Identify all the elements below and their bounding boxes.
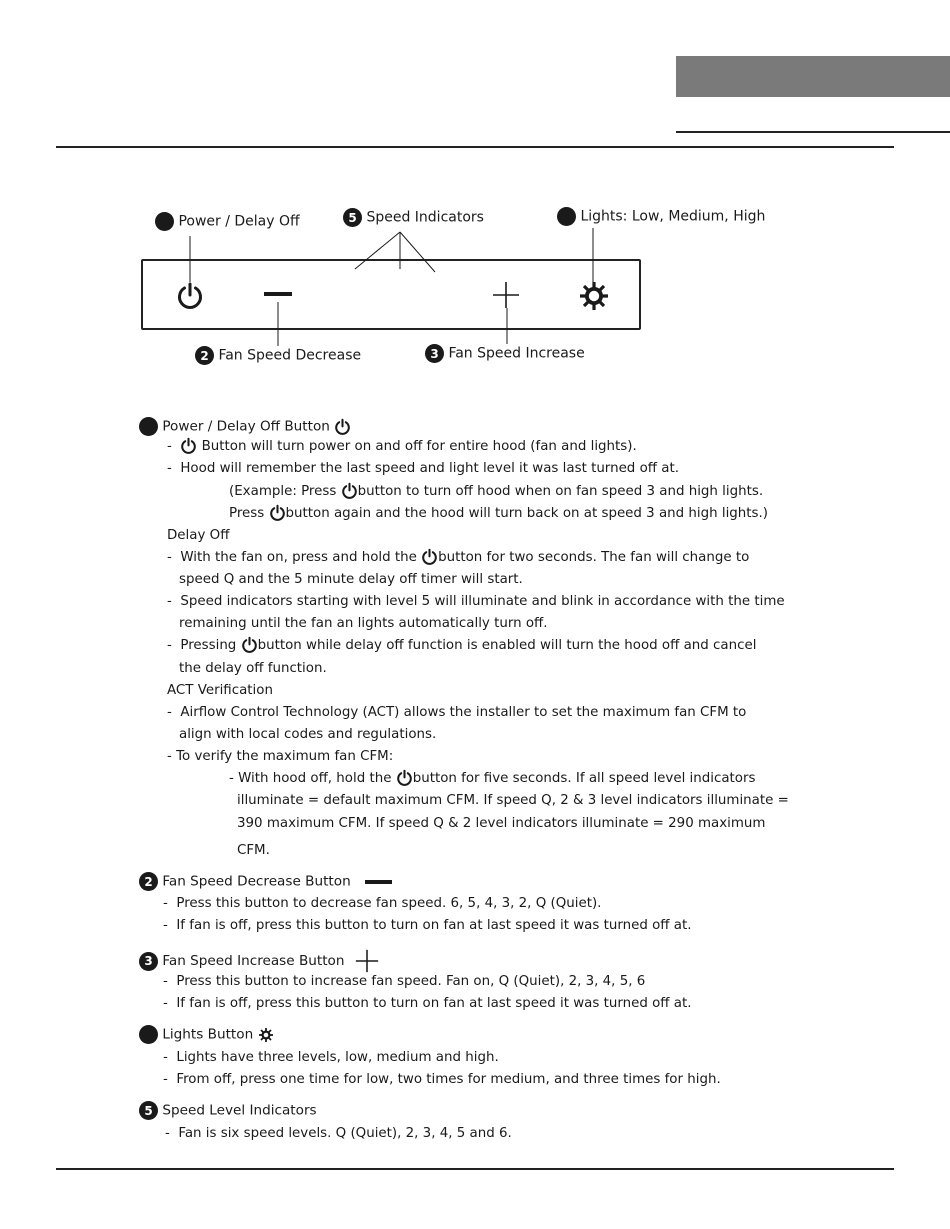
text: button to turn off hood when on fan speed 3 and high lights. (357, 484, 764, 499)
callout-fan-increase (425, 344, 585, 363)
section-indicators-heading (139, 1101, 317, 1120)
example-line (229, 481, 763, 503)
list-item (167, 436, 637, 458)
list-item (163, 1047, 499, 1069)
text: Press (229, 506, 265, 521)
dash: - (167, 705, 172, 720)
callout-lights (557, 207, 765, 226)
number-badge: 2 (195, 346, 214, 365)
dash: - (163, 896, 168, 911)
list-item (167, 591, 785, 613)
power-icon (241, 636, 258, 654)
list-item (167, 458, 679, 480)
minus-icon (365, 880, 392, 884)
list-item-text: Hood will remember the last speed and light level it was last turned off at. (180, 461, 679, 476)
dash: - (167, 594, 172, 609)
section-heading-text: Fan Speed Decrease Button (162, 873, 351, 890)
dash: - (167, 439, 172, 454)
list-item (163, 893, 601, 915)
list-item: - To verify the maximum fan CFM: (167, 749, 394, 764)
header-tab-bar (676, 56, 950, 97)
power-icon (396, 769, 413, 787)
header-rule (56, 146, 894, 148)
list-item-text: If fan is off, press this button to turn on fan at last speed it was turned off at. (176, 918, 692, 933)
callout-power-label: Power / Delay Off (178, 213, 300, 230)
footer-rule (56, 1168, 894, 1170)
text: (Example: Press (229, 484, 337, 499)
list-item-continuation: align with local codes and regulations. (179, 727, 437, 742)
dash: - (163, 974, 168, 989)
power-icon (180, 437, 197, 455)
list-item-text: Lights have three levels, low, medium and high. (176, 1050, 499, 1065)
section-heading-text: Speed Level Indicators (162, 1102, 317, 1119)
list-item-text: If fan is off, press this button to turn on fan at last speed it was turned off at. (176, 996, 692, 1011)
section-heading-text: Power / Delay Off Button (162, 418, 330, 435)
header-rule-short (676, 131, 950, 133)
dash: - (167, 461, 172, 476)
callout-speed-indicators-label: Speed Indicators (366, 209, 484, 226)
dash: - (163, 1050, 168, 1065)
section-power-heading (139, 417, 351, 436)
callout-speed-indicators (343, 208, 484, 227)
list-item (165, 1123, 512, 1145)
section-decrease-heading (139, 872, 392, 891)
text: button while delay off function is enabled will turn the hood off and cancel (257, 638, 757, 653)
callout-fan-decrease (195, 346, 361, 365)
list-item-continuation: the delay off function. (179, 661, 327, 676)
list-item (163, 971, 645, 993)
plus-icon (355, 949, 379, 973)
list-item-continuation: 390 maximum CFM. If speed Q & 2 level indicators illuminate = 290 maximum (237, 816, 766, 831)
section-increase-heading (139, 949, 379, 973)
list-item (229, 768, 755, 790)
text: button for five seconds. If all speed level indicators (412, 771, 756, 786)
number-badge: 3 (139, 952, 158, 971)
text: - With hood off, hold the (229, 771, 392, 786)
number-badge: 5 (139, 1101, 158, 1120)
number-badge: 2 (139, 872, 158, 891)
list-item (163, 915, 691, 937)
text: button for two seconds. The fan will change to (438, 550, 750, 565)
section-heading-text: Lights Button (162, 1026, 254, 1043)
text: button again and the hood will turn back on at speed 3 and high lights.) (285, 506, 768, 521)
dash: - (167, 638, 172, 653)
callout-dot (155, 212, 174, 231)
list-item (167, 635, 756, 657)
list-item-text: From off, press one time for low, two times for medium, and three times for high. (176, 1072, 721, 1087)
dash: - (167, 550, 172, 565)
text: With the fan on, press and hold the (180, 550, 417, 565)
dash: - (163, 996, 168, 1011)
list-item-text: Press this button to increase fan speed. Fan on, Q (Quiet), 2, 3, 4, 5, 6 (176, 974, 646, 989)
callout-power (155, 212, 300, 231)
section-dot (139, 1025, 158, 1044)
subheading-act-verification: ACT Verification (167, 683, 273, 698)
power-icon (334, 418, 351, 436)
list-item (167, 702, 746, 724)
list-item-continuation: illuminate = default maximum CFM. If speed Q, 2 & 3 level indicators illuminate = (237, 793, 789, 808)
list-item-continuation: speed Q and the 5 minute delay off timer will start. (179, 572, 523, 587)
power-icon (341, 482, 358, 500)
subheading-delay-off: Delay Off (167, 528, 230, 543)
list-item (167, 547, 749, 569)
text: Pressing (180, 638, 237, 653)
power-icon (421, 548, 438, 566)
callout-fan-decrease-label: Fan Speed Decrease (218, 347, 362, 364)
list-item-text: Button will turn power on and off for entire hood (fan and lights). (201, 439, 637, 454)
text: Airflow Control Technology (ACT) allows the installer to set the maximum fan CFM to (180, 705, 747, 720)
section-heading-text: Fan Speed Increase Button (162, 953, 345, 969)
dash: - (163, 918, 168, 933)
text: Speed indicators starting with level 5 will illuminate and blink in accordance with the time (180, 594, 785, 609)
gear-icon (258, 1027, 274, 1043)
dash: - (165, 1126, 170, 1141)
callout-fan-increase-label: Fan Speed Increase (448, 345, 585, 362)
list-item-text: Fan is six speed levels. Q (Quiet), 2, 3, 4, 5 and 6. (178, 1126, 512, 1141)
list-item-text: Press this button to decrease fan speed. 6, 5, 4, 3, 2, Q (Quiet). (176, 896, 602, 911)
number-badge: 5 (343, 208, 362, 227)
number-badge: 3 (425, 344, 444, 363)
section-lights-heading (139, 1025, 274, 1044)
list-item-continuation: remaining until the fan an lights automatically turn off. (179, 616, 548, 631)
section-dot (139, 417, 158, 436)
dash: - (163, 1072, 168, 1087)
list-item (163, 1069, 721, 1091)
callout-lights-label: Lights: Low, Medium, High (580, 208, 766, 225)
callout-dot (557, 207, 576, 226)
list-item-continuation: CFM. (237, 843, 270, 858)
list-item (163, 993, 691, 1015)
example-line (229, 503, 768, 525)
power-icon (269, 504, 286, 522)
